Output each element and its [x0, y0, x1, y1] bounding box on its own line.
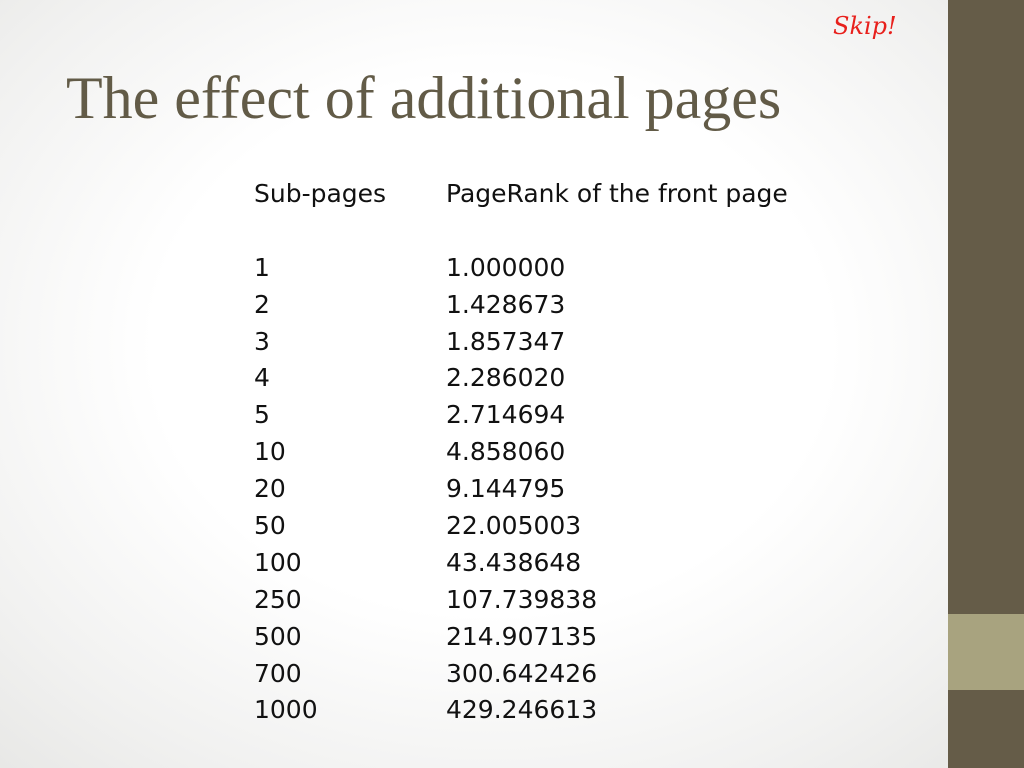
pagerank-cell: 429.246613 [446, 695, 598, 725]
pagerank-cell: 22.005003 [446, 511, 582, 541]
pagerank-cell: 300.642426 [446, 658, 598, 688]
subpages-cell: 250 [254, 584, 302, 614]
table-row [254, 692, 866, 729]
skip-link[interactable]: Skip! [833, 12, 897, 40]
table-row [254, 250, 866, 287]
table-row [254, 582, 866, 619]
pagerank-cell: 2.286020 [446, 363, 566, 393]
table-row [254, 360, 866, 397]
subpages-cell: 4 [254, 363, 270, 393]
table-row [254, 434, 866, 471]
table-row [254, 471, 866, 508]
page-title: The effect of additional pages [66, 65, 782, 131]
subpages-cell: 100 [254, 547, 302, 577]
pagerank-cell: 214.907135 [446, 621, 598, 651]
table-body [254, 250, 866, 730]
subpages-cell: 10 [254, 437, 286, 467]
sidebar-accent-block [948, 614, 1024, 690]
subpages-cell: 5 [254, 400, 270, 430]
subpages-cell: 3 [254, 326, 270, 356]
subpages-cell: 20 [254, 474, 286, 504]
pagerank-cell: 1.000000 [446, 252, 566, 282]
pagerank-cell: 1.428673 [446, 289, 566, 319]
subpages-cell: 50 [254, 511, 286, 541]
pagerank-cell: 43.438648 [446, 547, 582, 577]
column-header-subpages: Sub-pages [254, 179, 387, 208]
table-row [254, 397, 866, 434]
pagerank-cell: 1.857347 [446, 326, 566, 356]
pagerank-cell: 2.714694 [446, 400, 566, 430]
pagerank-cell: 9.144795 [446, 474, 566, 504]
table-row [254, 324, 866, 361]
subpages-cell: 1000 [254, 695, 318, 725]
table-row [254, 656, 866, 693]
table-row [254, 508, 866, 545]
subpages-cell: 1 [254, 252, 270, 282]
table-header-row [254, 176, 866, 213]
table-row [254, 545, 866, 582]
subpages-cell: 2 [254, 289, 270, 319]
pagerank-cell: 107.739838 [446, 584, 598, 614]
column-header-pagerank: PageRank of the front page [446, 179, 788, 208]
table-row [254, 619, 866, 656]
subpages-cell: 500 [254, 621, 302, 651]
subpages-cell: 700 [254, 658, 302, 688]
table-row [254, 287, 866, 324]
pagerank-table [254, 176, 866, 729]
pagerank-cell: 4.858060 [446, 437, 566, 467]
